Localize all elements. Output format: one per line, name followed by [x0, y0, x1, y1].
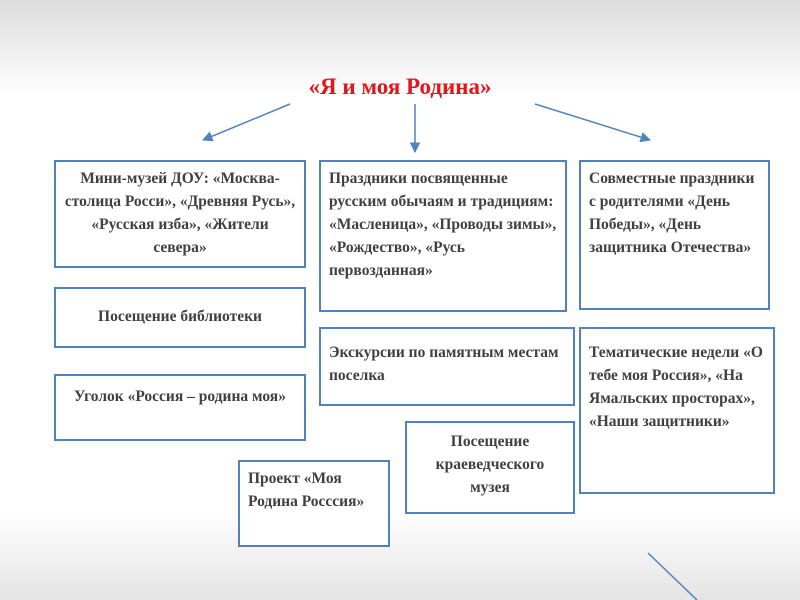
arrow-bottom-right [648, 553, 697, 600]
arrow-left [203, 104, 290, 140]
box-thematic-weeks: Тематические недели «О тебе моя Россия», «На Ямальских просторах», «Наши защитники» [579, 327, 775, 494]
box-corner: Уголок «Россия – родина моя» [54, 374, 306, 441]
box-mini-museum: Мини-музей ДОУ: «Москва-столица Росси», «Древняя Русь», «Русская изба», «Жители севера» [54, 160, 306, 268]
box-joint-holidays: Совместные праздники с родителями «День Победы», «День защитника Отечества» [579, 160, 770, 310]
box-holidays-customs: Праздники посвященные русским обычаям и традициям: «Масленица», «Проводы зимы», «Рождество», «Русь первозданная» [319, 160, 567, 312]
box-library: Посещение библиотеки [54, 287, 306, 348]
diagram-title: «Я и моя Родина» [308, 74, 492, 99]
box-local-museum: Посещение краеведческого музея [405, 421, 575, 514]
box-project: Проект «Моя Родина Росссия» [238, 460, 390, 547]
arrow-right [535, 104, 650, 140]
box-excursions: Экскурсии по памятным местам поселка [319, 327, 575, 406]
